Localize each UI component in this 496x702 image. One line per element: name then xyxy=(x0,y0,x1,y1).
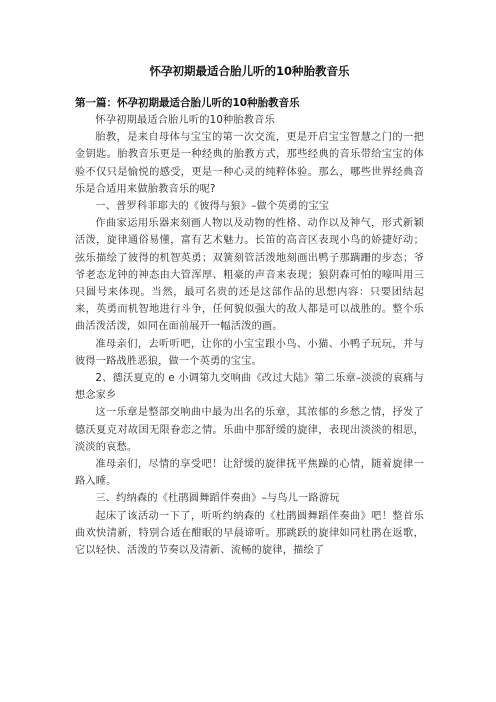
paragraph-dvorak-advice: 准母亲们，尽情的享受吧！让舒缓的旋律抚平焦躁的心情，随着旋律一路入睡。 xyxy=(75,459,424,488)
paragraph-peter-wolf: 作曲家运用乐器来刻画人物以及动物的性格、动作以及神气，形式新颖活泼，旋律通俗易懂，富有艺术魅力。长笛的高音区表现小鸟的娇捷好动；弦乐描绘了彼得的机智英勇；双簧刻管活泼地刻画出鸭子那蹒跚的步态；爷爷老态龙钟的神态由大管浑厚、粗豪的声音来表现；狼阴森可怕的嚎叫用三只圆号来体现。当然，最可名贵的还是这部作品的思想内容：只要团结起来，英勇而机智地进行斗争，任何貌似强大的敌人都是可以战胜的。整个乐曲活泼活泼，如同在面前展开一幅活泼的画。 xyxy=(75,218,424,333)
document-body xyxy=(75,112,424,559)
paragraph-heading-1: 一、普罗科菲耶夫的《彼得与狼》–做个英勇的宝宝 xyxy=(95,201,330,213)
paragraph-heading-3: 三、约纳森的《杜鹃圆舞蹈伴奏曲》–与鸟儿一路游玩 xyxy=(95,493,340,505)
paragraph-heading-2: 2、德沃夏克的 e 小调第九交响曲《改过大陆》第二乐章–淡淡的哀痛与想念家乡 xyxy=(75,373,424,402)
paragraph-subtitle: 怀孕初期最适合胎儿听的10种胎教音乐 xyxy=(95,115,275,126)
paragraph-cuckoo: 起床了该活动一下了，听听约纳森的《杜鹃圆舞蹈伴奏曲》吧！整首乐曲欢快清新，特别合适在酣眠的早晨谛听。那跳跃的旋律如同杜鹃在返歌，它以轻快、活泼的节奏以及清新、流畅的旋律，描绘了 xyxy=(75,510,424,557)
document-title: 怀孕初期最适合胎儿听的10种胎教音乐 xyxy=(149,64,350,78)
paragraph-intro: 胎教，是来自母体与宝宝的第一次交流，更是开启宝宝智慧之门的一把金钥匙。胎教音乐更是一种经典的胎教方式，那些经典的音乐带给宝宝的体验不仅只是愉悦的感受，更是一种心灵的纯粹体验。那么，哪些世界经典音乐是合适用来做胎教音乐的呢? xyxy=(75,132,424,195)
section-heading: 第一篇：怀孕初期最适合胎儿听的10种胎教音乐 xyxy=(75,97,300,109)
paragraph-peter-wolf-advice: 准母亲们，去听听吧，让你的小宝宝跟小鸟、小猫、小鸭子玩玩，并与彼得一路战胜恶狼，做一个英勇的宝宝。 xyxy=(75,338,424,367)
paragraph-dvorak: 这一乐章是整部交响曲中最为出名的乐章，其浓郁的乡愁之情，抒发了德沃夏克对故国无限眷恋之情。乐曲中那舒缓的旋律，表现出淡淡的相思，淡淡的哀愁。 xyxy=(75,407,424,453)
